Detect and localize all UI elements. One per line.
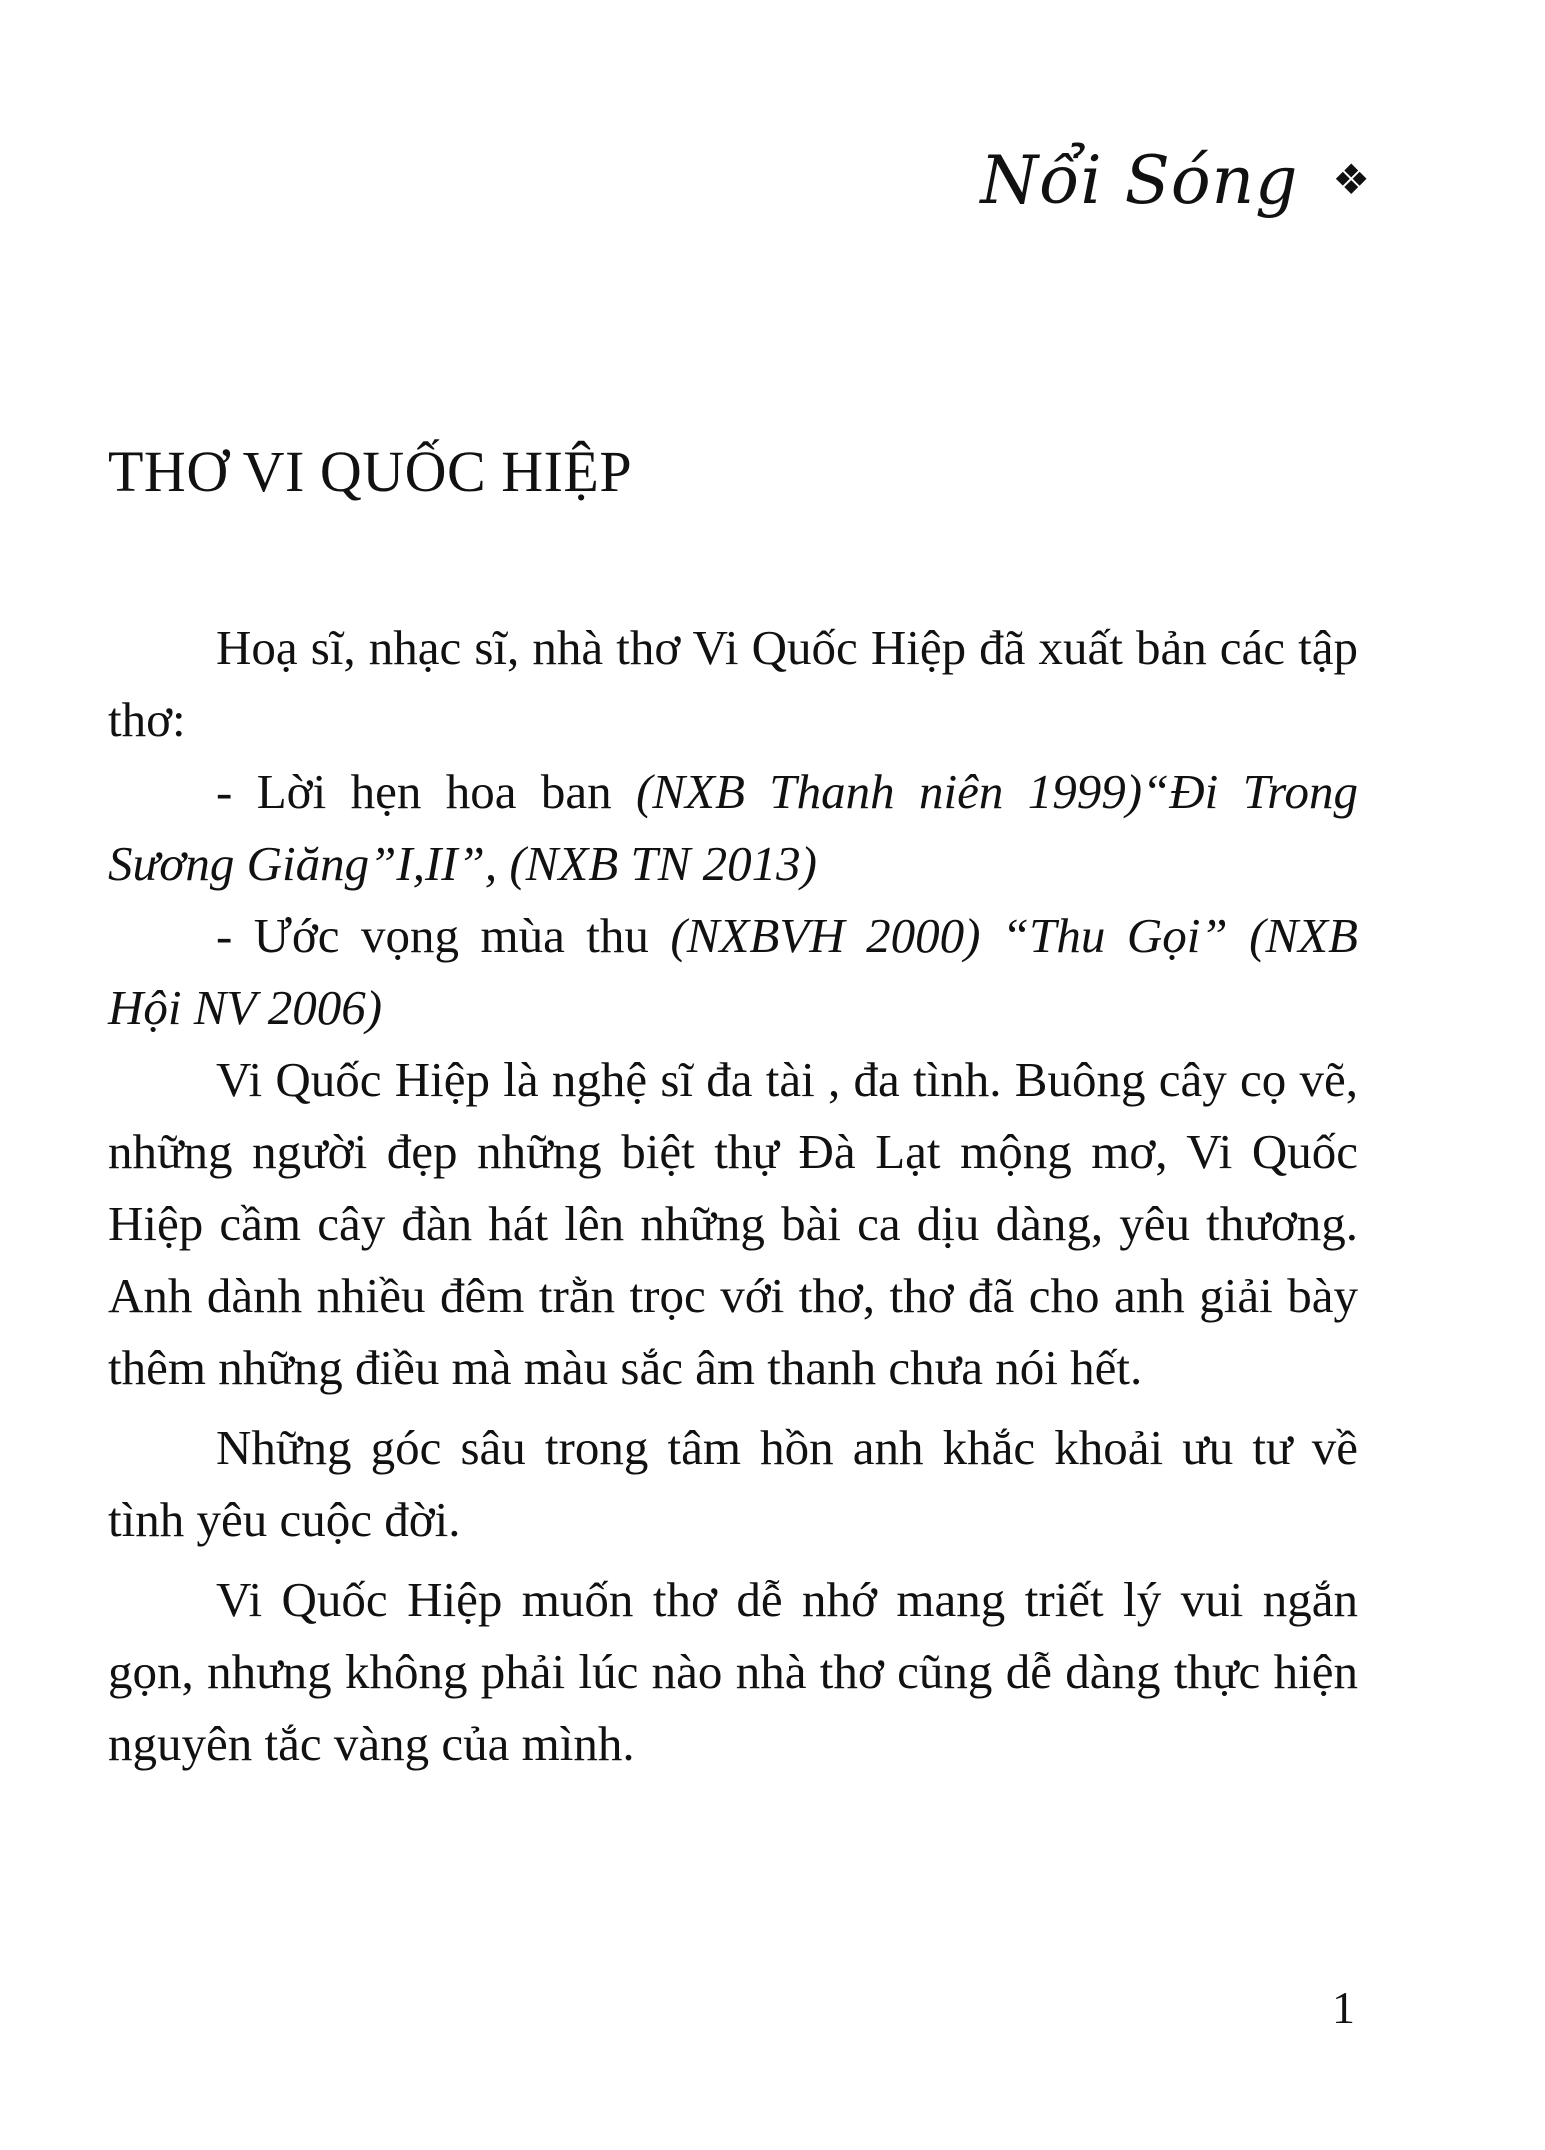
paragraph-artist: Vi Quốc Hiệp là nghệ sĩ đa tài , đa tình. Buông cây cọ vẽ, những người đẹp những biệt thự Đà Lạt mộng mơ, Vi Quốc Hiệp cầm cây đàn hát lên những bài ca dịu dàng, yêu thương. Anh dành nhiều đêm trằn trọc với thơ, thơ đã cho anh giải bày thêm những điều mà màu sắc âm thanh chưa nói hết. [108, 1052, 1358, 1395]
paragraph-collection-1 [108, 756, 1358, 900]
paragraph-soul: Những góc sâu trong tâm hồn anh khắc khoải ưu tư về tình yêu cuộc đời. [108, 1420, 1358, 1547]
collection-1-details: (NXB Thanh niên 1999)“Đi Trong Sương Giăng”I,II”, (NXB TN 2013) [108, 764, 1359, 891]
paragraph-intro: Hoạ sĩ, nhạc sĩ, nhà thơ Vi Quốc Hiệp đã xuất bản các tập thơ: [108, 620, 1358, 747]
book-title: Nổi Sóng [980, 142, 1299, 219]
section-title: THƠ VI QUỐC HIỆP [108, 439, 633, 504]
body-text [108, 612, 1358, 1780]
diamond-ornament-icon: ❖ [1332, 158, 1370, 204]
paragraph-philosophy: Vi Quốc Hiệp muốn thơ dễ nhớ mang triết lý vui ngắn gọn, nhưng không phải lúc nào nhà thơ cũng dễ dàng thực hiện nguyên tắc vàng của mình. [108, 1572, 1358, 1771]
collection-2-details: (NXBVH 2000) “Thu Gọi” (NXB Hội NV 2006) [108, 908, 1358, 1035]
page-number: 1 [1332, 1982, 1355, 2033]
paragraph-collection-2 [108, 900, 1358, 1044]
running-header [980, 142, 1370, 219]
collection-1-title: - Lời hẹn hoa ban [216, 764, 637, 819]
collection-2-title: - Ước vọng mùa thu [216, 908, 671, 963]
